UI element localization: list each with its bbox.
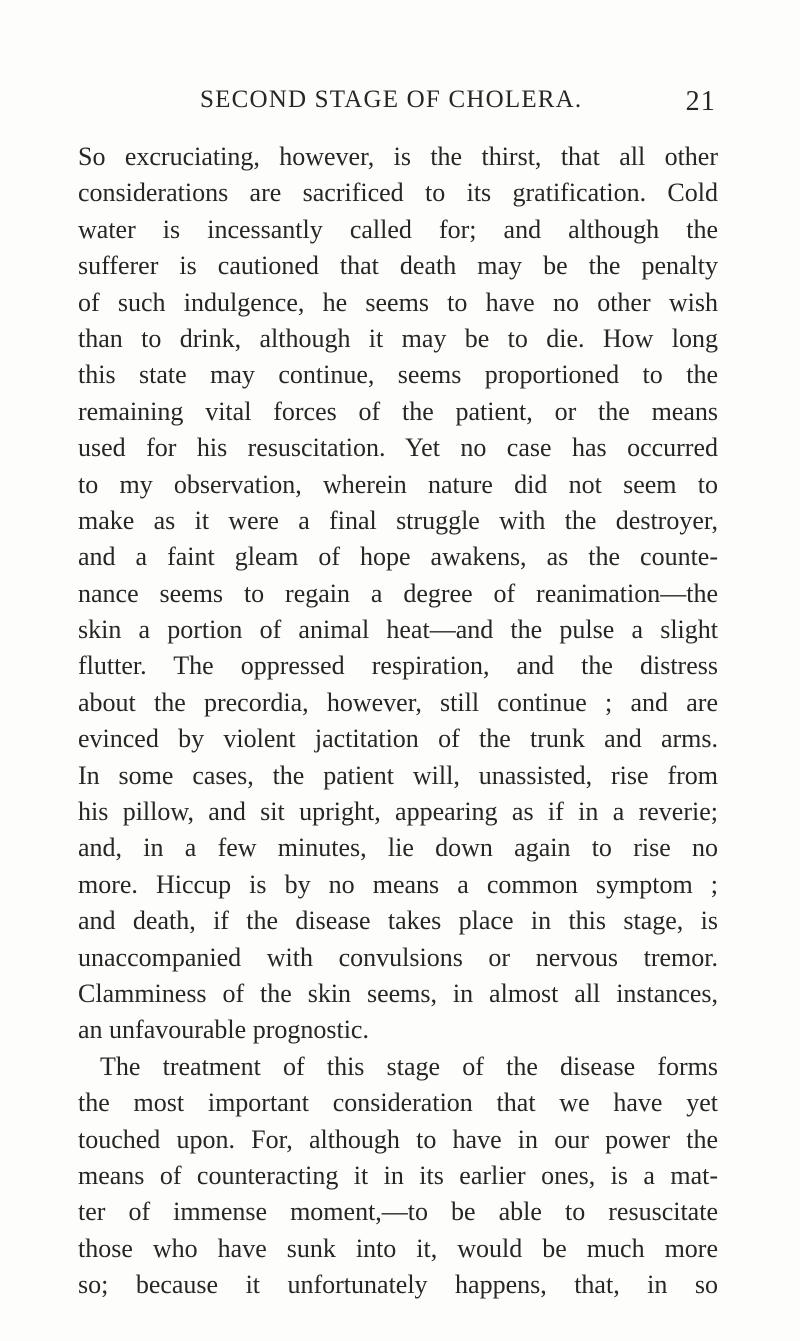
- text-line: Clamminess of the skin seems, in almost all instances,: [78, 978, 718, 1008]
- text-line: so; because it unfortunately happens, that, in so: [78, 1270, 718, 1300]
- paragraph-start-line: The treatment of this stage of the disease forms: [100, 1051, 718, 1081]
- text-line: and death, if the disease takes place in this stage, is: [78, 906, 718, 936]
- running-head: [200, 86, 716, 126]
- text-line: those who have sunk into it, would be much more: [78, 1233, 718, 1263]
- text-line: about the precordia, however, still continue ; and are: [78, 687, 718, 717]
- text-line: sufferer is cautioned that death may be the penalty: [78, 251, 718, 281]
- text-line: make as it were a final struggle with the destroyer,: [78, 505, 718, 535]
- text-line: remaining vital forces of the patient, or the means: [78, 396, 718, 426]
- text-line: to my observation, wherein nature did not seem to: [78, 469, 718, 499]
- text-line: water is incessantly called for; and although the: [78, 214, 718, 244]
- text-line: ter of immense moment,—to be able to resuscitate: [78, 1197, 718, 1227]
- text-line: touched upon. For, although to have in our power the: [78, 1124, 718, 1154]
- text-line: So excruciating, however, is the thirst, that all other: [78, 142, 718, 171]
- paragraph-end-line: an unfavourable prognostic.: [78, 1015, 369, 1045]
- text-line: unaccompanied with convulsions or nervous tremor.: [78, 942, 718, 972]
- text-line: the most important consideration that we have yet: [78, 1088, 718, 1118]
- page-number: 21: [685, 86, 716, 117]
- text-line: and, in a few minutes, lie down again to rise no: [78, 833, 718, 863]
- text-line: considerations are sacrificed to its gratification. Cold: [78, 178, 718, 208]
- text-line: than to drink, although it may be to die. How long: [78, 323, 718, 353]
- body-text: [78, 139, 718, 1304]
- text-line: his pillow, and sit upright, appearing as if in a reverie;: [78, 797, 718, 827]
- text-line: used for his resuscitation. Yet no case has occurred: [78, 433, 718, 463]
- text-line: evinced by violent jactitation of the trunk and arms.: [78, 724, 718, 754]
- text-line: and a faint gleam of hope awakens, as the counte-: [78, 542, 718, 572]
- text-line: of such indulgence, he seems to have no other wish: [78, 287, 718, 317]
- text-line: more. Hiccup is by no means a common symptom ;: [78, 869, 718, 899]
- text-line: flutter. The oppressed respiration, and the distress: [78, 651, 718, 681]
- text-line: In some cases, the patient will, unassisted, rise from: [78, 760, 718, 790]
- text-line: nance seems to regain a degree of reanimation—the: [78, 578, 718, 608]
- text-line: means of counteracting it in its earlier ones, is a mat-: [78, 1160, 718, 1190]
- text-line: skin a portion of animal heat—and the pulse a slight: [78, 615, 718, 645]
- text-line: this state may continue, seems proportioned to the: [78, 360, 718, 390]
- running-title: SECOND STAGE OF CHOLERA.: [200, 86, 583, 113]
